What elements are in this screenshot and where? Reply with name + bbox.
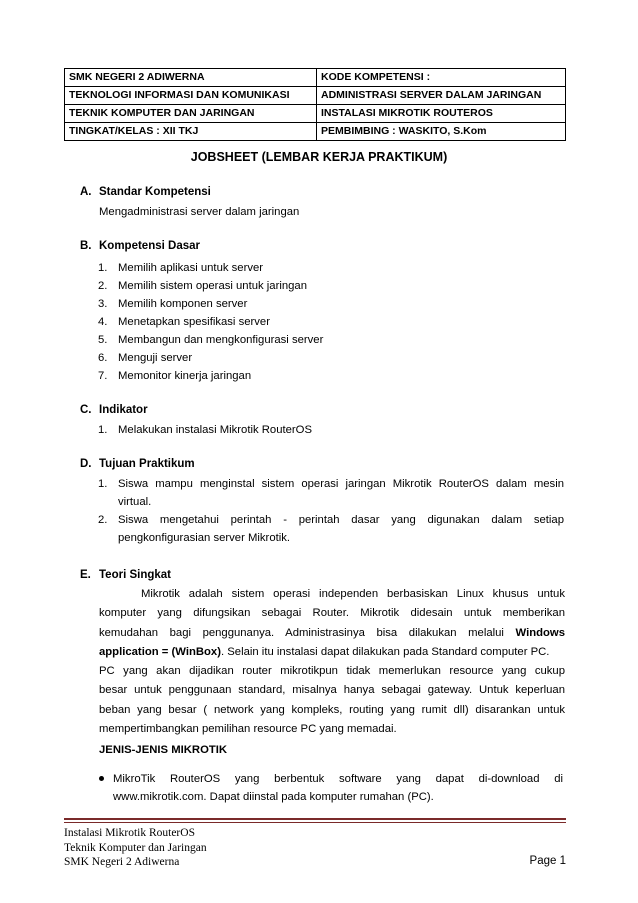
table-row: [65, 69, 566, 87]
list-item: 7. Memonitor kinerja jaringan: [98, 370, 252, 382]
page-number: Page 1: [529, 855, 566, 867]
bullet-icon: [99, 776, 104, 781]
supervisor-cell: PEMBIMBING : WASKITO, S.Kom: [317, 123, 566, 141]
page-title: JOBSHEET (LEMBAR KERJA PRAKTIKUM): [190, 150, 448, 164]
footer-line: SMK Negeri 2 Adiwerna: [64, 856, 180, 868]
section-c-heading: C. Indikator: [80, 404, 148, 416]
section-e-heading: E. Teori Singkat: [80, 569, 171, 581]
section-c-list: [98, 421, 312, 439]
list-item: 3. Memilih komponen server: [98, 298, 248, 310]
topic-cell: INSTALASI MIKROTIK ROUTEROS: [317, 105, 566, 123]
list-item: 2. Memilih sistem operasi untuk jaringan: [98, 280, 307, 292]
list-item: 2. Siswa mengetahui perintah - perintah dasar yang digunakan dalam setiap pengkonfigurasian server Mikrotik.: [98, 514, 564, 544]
header-table: [64, 68, 566, 141]
field-cell: TEKNOLOGI INFORMASI DAN KOMUNIKASI: [65, 87, 317, 105]
theory-paragraph: Mikrotik adalah sistem operasi independen berbasiskan Linux khusus untuk komputer yang difungsikan sebagai Router. Mikrotik didesain untuk memberikan kemudahan bagi penggunanya. Administrasinya bisa dilakukan melalui Windows application = (WinBox). Selain itu instalasi dapat dilakukan pada Standard computer PC. PC yang akan dijadikan router mikrotikpun tidak memerlukan resource yang cukup besar untuk penggunaan standard, misalnya hanya sebagai gateway. Untuk keperluan beban yang besar ( network yang kompleks, routing yang rumit dll) disarankan untuk mempertimbangkan pemilihan resource PC yang memadai.: [99, 588, 565, 736]
section-b-list: [98, 259, 323, 385]
footer-line: Teknik Komputer dan Jaringan: [64, 841, 207, 854]
section-a-text: Mengadministrasi server dalam jaringan: [99, 206, 300, 218]
list-item: 1. Siswa mampu menginstal sistem operasi jaringan Mikrotik RouterOS dalam mesin virtual.: [98, 478, 564, 508]
list-item: 4. Menetapkan spesifikasi server: [98, 316, 270, 328]
section-b-heading: B. Kompetensi Dasar: [80, 240, 200, 252]
school-cell: SMK NEGERI 2 ADIWERNA: [65, 69, 317, 87]
program-cell: TEKNIK KOMPUTER DAN JARINGAN: [65, 105, 317, 123]
grade-cell: TINGKAT/KELAS : XII TKJ: [65, 123, 317, 141]
list-item: 5. Membangun dan mengkonfigurasi server: [98, 334, 324, 346]
section-a-heading: A. Standar Kompetensi: [80, 186, 211, 198]
footer: [64, 826, 207, 870]
subheading-jenis-mikrotik: JENIS-JENIS MIKROTIK: [99, 744, 228, 756]
list-item: 1. Memilih aplikasi untuk server: [98, 262, 264, 274]
table-row: [65, 123, 566, 141]
section-d-list: [98, 475, 564, 547]
table-row: [65, 105, 566, 123]
table-row: [65, 87, 566, 105]
list-item: 6. Menguji server: [98, 352, 193, 364]
footer-line: Instalasi Mikrotik RouterOS: [64, 827, 195, 839]
competency-code-cell: KODE KOMPETENSI :: [317, 69, 566, 87]
list-item: MikroTik RouterOS yang berbentuk software yang dapat di-download di www.mikrotik.com. Dapat diinstal pada komputer rumahan (PC).: [113, 770, 563, 806]
list-item: 1. Melakukan instalasi Mikrotik RouterOS: [98, 424, 312, 436]
section-d-heading: D. Tujuan Praktikum: [80, 458, 195, 470]
footer-divider-thin: [64, 822, 566, 823]
footer-divider: [64, 818, 566, 820]
competency-cell: ADMINISTRASI SERVER DALAM JARINGAN: [317, 87, 566, 105]
